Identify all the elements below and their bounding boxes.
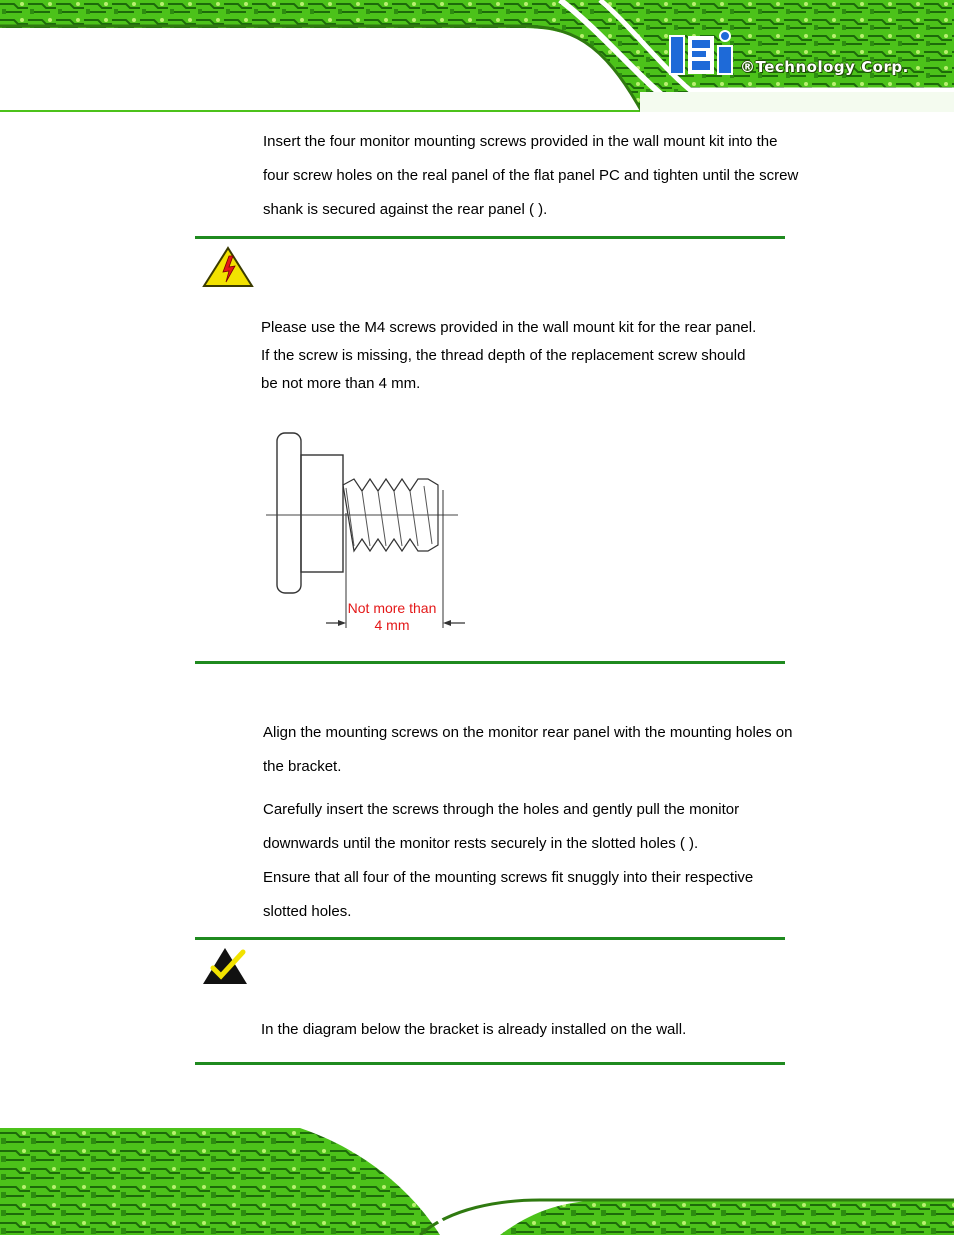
warning-text — [261, 314, 756, 398]
step-text-insert — [263, 793, 753, 929]
text-line: Please use the M4 screws provided in the wall mount kit for the rear panel. — [261, 319, 757, 336]
header-banner — [0, 0, 954, 112]
text-line: Align the mounting screws on the monitor rear panel with the mounting holes on — [263, 724, 793, 741]
text-line: shank is secured against the rear panel ( ). — [263, 201, 548, 218]
warning-bottom-rule — [195, 661, 785, 664]
text-line: Insert the four monitor mounting screws provided in the wall mount kit into the — [263, 133, 778, 150]
diagram-label-line1: Not more than — [347, 600, 437, 616]
text-line: Carefully insert the screws through the holes and gently pull the monitor — [263, 801, 740, 818]
text-line: If the screw is missing, the thread depth of the replacement screw should — [261, 347, 746, 364]
warning-icon — [202, 246, 254, 288]
text-line: four screw holes on the real panel of the flat panel PC and tighten until the screw — [263, 167, 799, 184]
text-line: be not more than 4 mm. — [261, 375, 421, 392]
text-line: downwards until the monitor rests securely in the slotted holes ( ). — [263, 835, 699, 852]
text-line: Ensure that all four of the mounting screws fit snuggly into their respective — [263, 869, 754, 886]
checkmark-icon — [203, 946, 255, 988]
iei-logo — [668, 30, 738, 76]
footer-banner — [0, 1128, 954, 1235]
note-text: In the diagram below the bracket is already installed on the wall. — [261, 1021, 687, 1038]
note-bottom-rule — [195, 1062, 785, 1065]
step-text-align — [263, 716, 792, 784]
screw-diagram — [262, 428, 472, 638]
note-top-rule — [195, 937, 785, 940]
step-text-1 — [263, 125, 798, 227]
diagram-label-line2: 4 mm — [374, 617, 410, 633]
text-line: slotted holes. — [263, 903, 352, 920]
brand-text: ®Technology Corp. — [740, 58, 909, 76]
text-line: the bracket. — [263, 758, 342, 775]
warning-top-rule — [195, 236, 785, 239]
